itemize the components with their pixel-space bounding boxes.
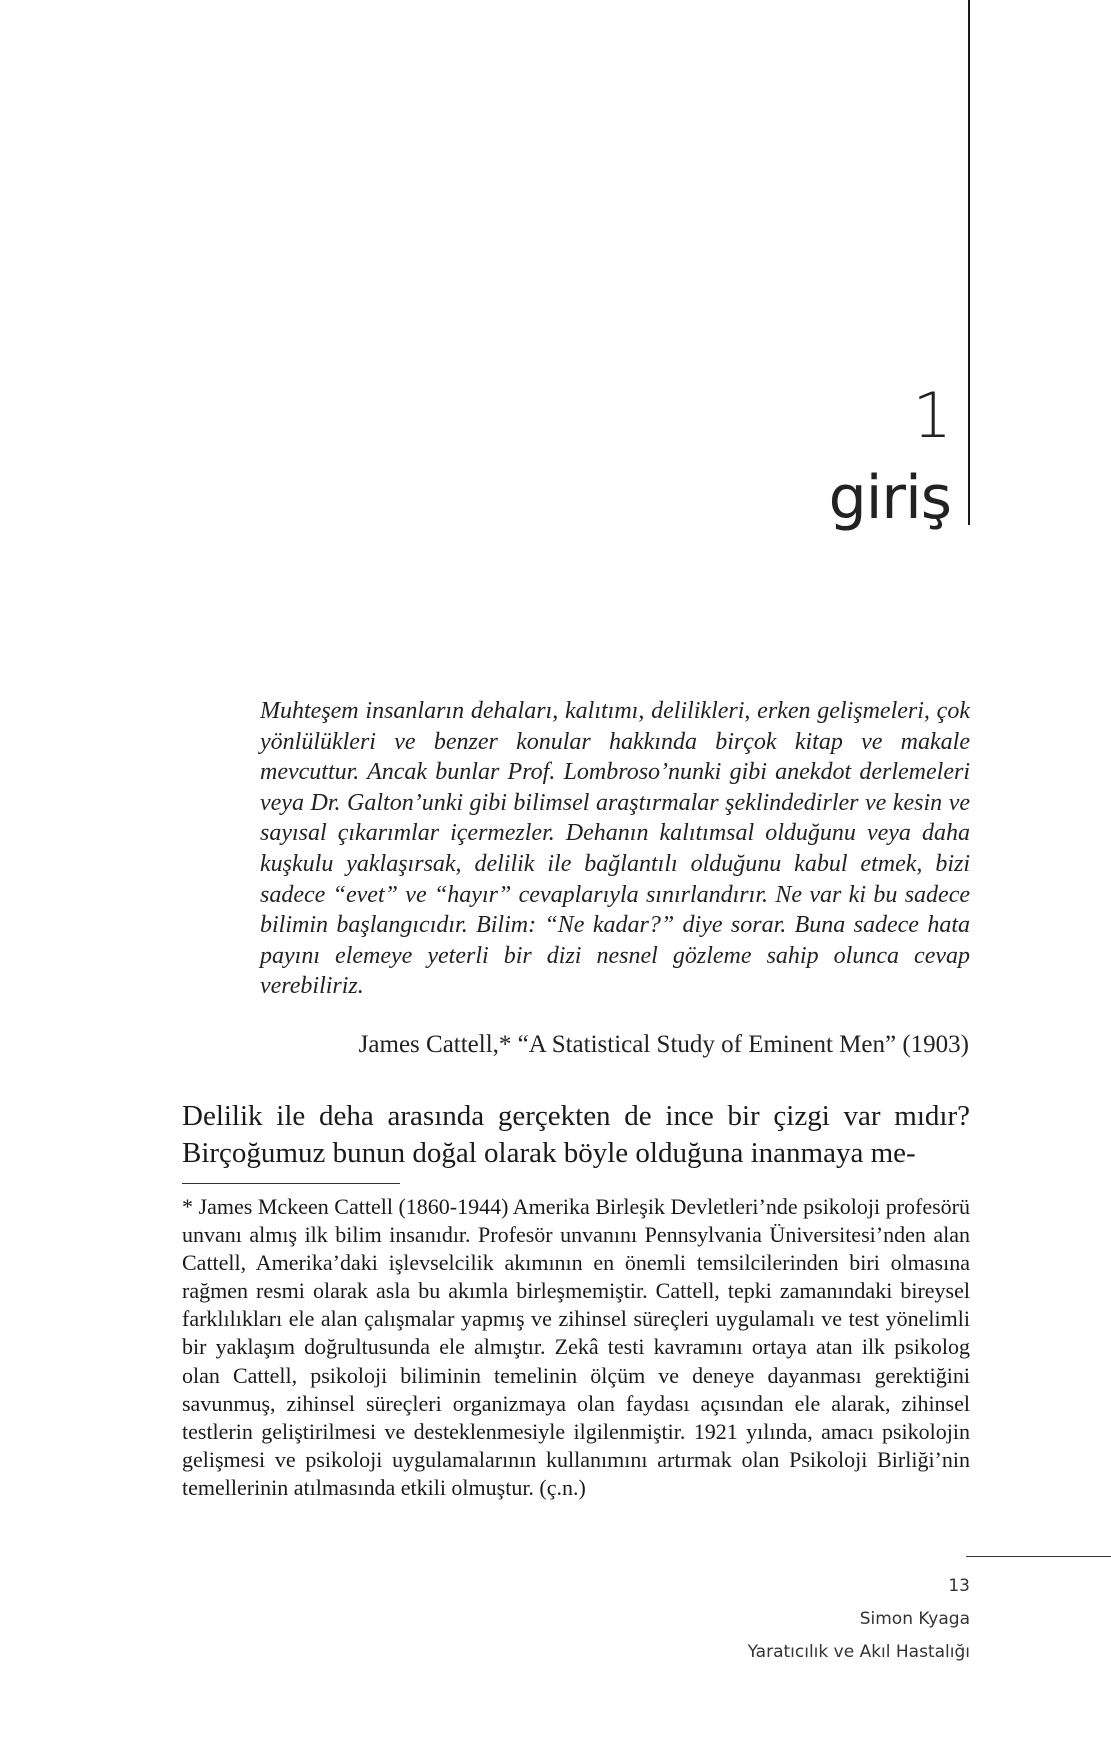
chapter-number: 1 bbox=[912, 379, 951, 452]
epigraph-attribution: James Cattell,* “A Statistical Study of Eminent Men” (1903) bbox=[358, 1031, 969, 1058]
epigraph-quote: Muhteşem insanların dehaları, kalıtımı, delilikleri, erken gelişmeleri, çok yönlülükleri ve benzer konular hakkında birçok kitap ve makale mevcuttur. Ancak bunlar Prof. Lombroso’nunki gibi anekdot derlemeleri veya Dr. Galton’unki gibi bilimsel araştırmalar şeklindedirler ve kesin ve sayısal çıkarımlar içermezler. Dehanın kalıtımsal olduğunu veya daha kuşkulu yaklaşırsak, delilik ile bağlantılı olduğunu kabul etmek, bizi sadece “evet” ve “hayır” cevaplarıyla sınırlandırır. Ne var ki bu sadece bilimin başlangıcıdır. Bilim: “Ne kadar?” diye sorar. Buna sadece hata payını elemeye yeterli bir dizi nesnel gözleme sahip olunca cevap verebiliriz. bbox=[260, 698, 970, 1000]
page-number: 13 bbox=[948, 1576, 970, 1596]
chapter-title: giriş bbox=[828, 463, 951, 533]
footer-rule bbox=[966, 1556, 1111, 1557]
running-footer-author: Simon Kyaga bbox=[859, 1609, 970, 1629]
footnote: * James Mckeen Cattell (1860-1944) Amerika Birleşik Devletleri’nde psikoloji profesörü unvanı almış ilk bilim insanıdır. Profesör unvanını Pennsylvania Üniversitesi’nden alan Cattell, Amerika’daki işlevselcilik akımının en önemli temsilcilerinden biri olmasına rağmen resmi olarak asla bu akımla birleşmemiştir. Cattell, tepki zamanındaki bireysel farklılıkları ele alan çalışmalar yapmış ve zihinsel süreçleri uygulamalı ve test yönelimli bir yaklaşım doğrultusunda ele almıştır. Zekâ testi kavramını ortaya atan ilk psikolog olan Cattell, psikoloji biliminin temelinin ölçüm ve deneye dayanması gerektiğini savunmuş, zihinsel süreçleri organizmaya olan faydası açısından ele alarak, zihinsel testlerin geliştirilmesi ve desteklenmesiyle ilgilenmiştir. 1921 yılında, amacı psikolojin gelişmesi ve psikoloji uygulamalarının kullanımını artırmak olan Psikoloji Birliği’nin temellerinin atılmasında etkili olmuştur. (ç.n.) bbox=[182, 1194, 970, 1500]
body-paragraph: Delilik ile deha arasında gerçekten de ince bir çizgi var mıdır? Birçoğumuz bunun doğal olarak böyle olduğuna inanmaya me- bbox=[182, 1100, 970, 1169]
running-footer-book-title: Yaratıcılık ve Akıl Hastalığı bbox=[747, 1642, 970, 1662]
footnote-separator bbox=[182, 1183, 400, 1184]
chapter-vertical-rule bbox=[968, 0, 970, 525]
